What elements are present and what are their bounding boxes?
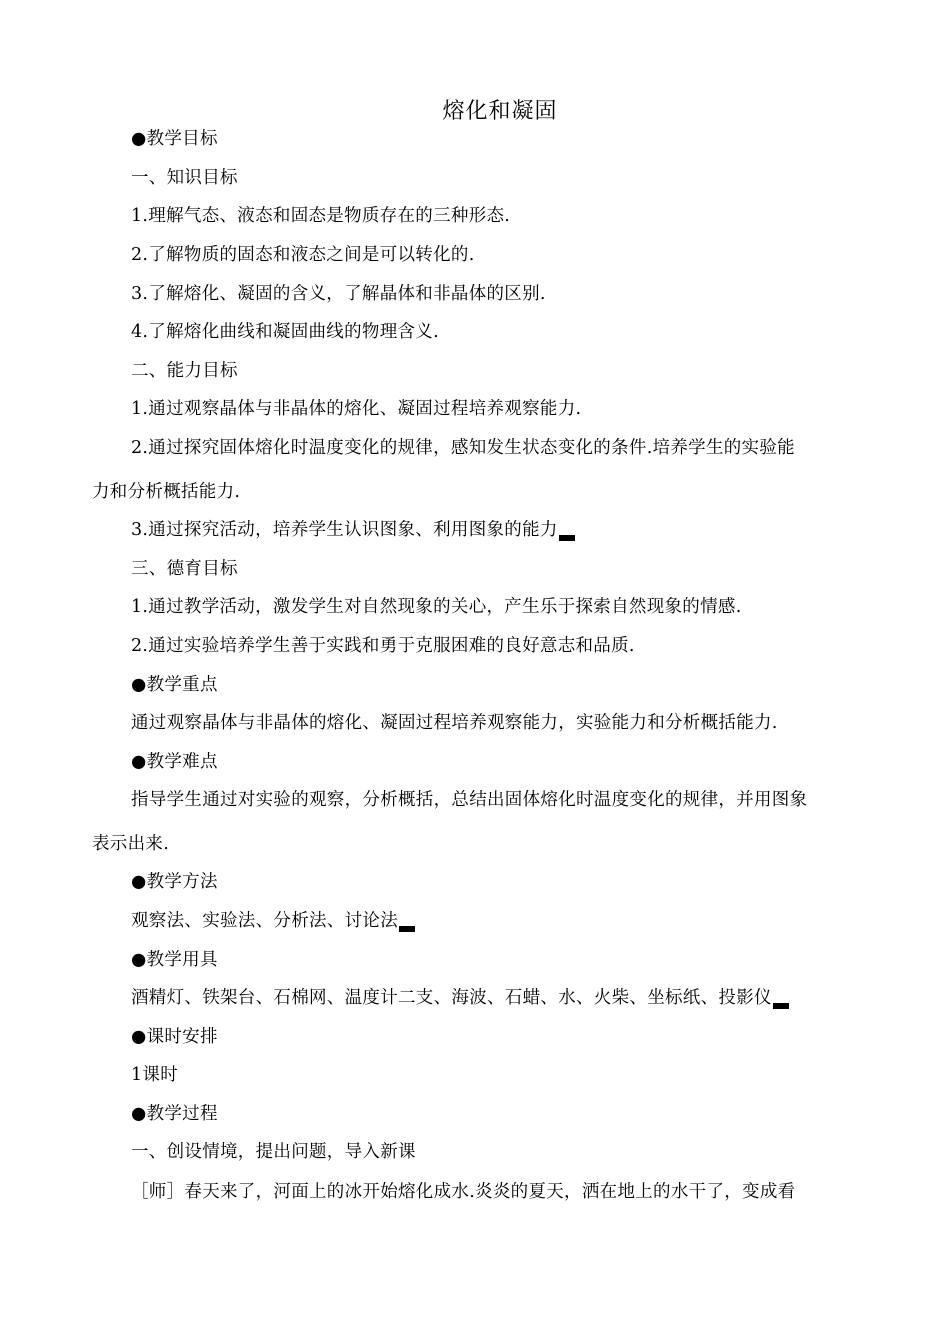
subheading-knowledge-goals: 一、知识目标 [131,168,238,188]
section-heading-methods: ●教学方法 [131,872,218,892]
document-title: 熔化和凝固 [442,99,558,124]
subheading-moral-goals: 三、德育目标 [131,559,238,579]
difficulties-text: 指导学生通过对实验的观察，分析概括，总结出固体熔化时温度变化的规律，并用图象 [131,790,808,810]
tools-text [131,986,789,1010]
difficulties-text-continued: 表示出来. [92,834,170,854]
tools-text-content: 酒精灯、铁架台、石棉网、温度计二支、海波、石蜡、水、火柴、坐标纸、投影仪 [131,988,772,1008]
knowledge-goal-3: 3.了解熔化、凝固的含义，了解晶体和非晶体的区别. [131,284,546,304]
methods-text-content: 观察法、实验法、分析法、讨论法 [131,911,398,931]
ability-goal-2: 2.通过探究固体熔化时温度变化的规律，感知发生状态变化的条件.培养学生的实验能 [131,438,795,458]
ink-mark [399,926,415,932]
section-heading-key-points: ●教学重点 [131,675,218,695]
moral-goal-1: 1.通过教学活动，激发学生对自然现象的关心，产生乐于探索自然现象的情感. [131,597,742,617]
ink-mark [773,1003,789,1009]
section-heading-process: ●教学过程 [131,1104,218,1124]
section-heading-teaching-goals: ●教学目标 [131,129,218,149]
key-points-text: 通过观察晶体与非晶体的熔化、凝固过程培养观察能力，实验能力和分析概括能力. [131,713,778,733]
knowledge-goal-4: 4.了解熔化曲线和凝固曲线的物理含义. [131,322,439,342]
knowledge-goal-2: 2.了解物质的固态和液态之间是可以转化的. [131,245,475,265]
section-heading-difficulties: ●教学难点 [131,752,218,772]
methods-text [131,909,415,933]
ability-goal-1: 1.通过观察晶体与非晶体的熔化、凝固过程培养观察能力. [131,399,582,419]
knowledge-goal-1: 1.理解气态、液态和固态是物质存在的三种形态. [131,206,511,226]
teacher-speech-text: ［师］春天来了，河面上的冰开始熔化成水.炎炎的夏天，洒在地上的水干了，变成看 [131,1182,796,1202]
moral-goal-2: 2.通过实验培养学生善于实践和勇于克服困难的良好意志和品质. [131,636,635,656]
ability-goal-3 [131,518,575,542]
subheading-ability-goals: 二、能力目标 [131,361,238,381]
ability-goal-2-continued: 力和分析概括能力. [92,482,241,502]
ability-goal-3-text: 3.通过探究活动，培养学生认识图象、利用图象的能力 [131,520,558,540]
ink-mark [559,535,575,541]
schedule-text: 1课时 [131,1065,179,1085]
section-heading-schedule: ●课时安排 [131,1027,218,1047]
section-heading-tools: ●教学用具 [131,950,218,970]
process-step-1-heading: 一、创设情境，提出问题，导入新课 [131,1142,416,1162]
